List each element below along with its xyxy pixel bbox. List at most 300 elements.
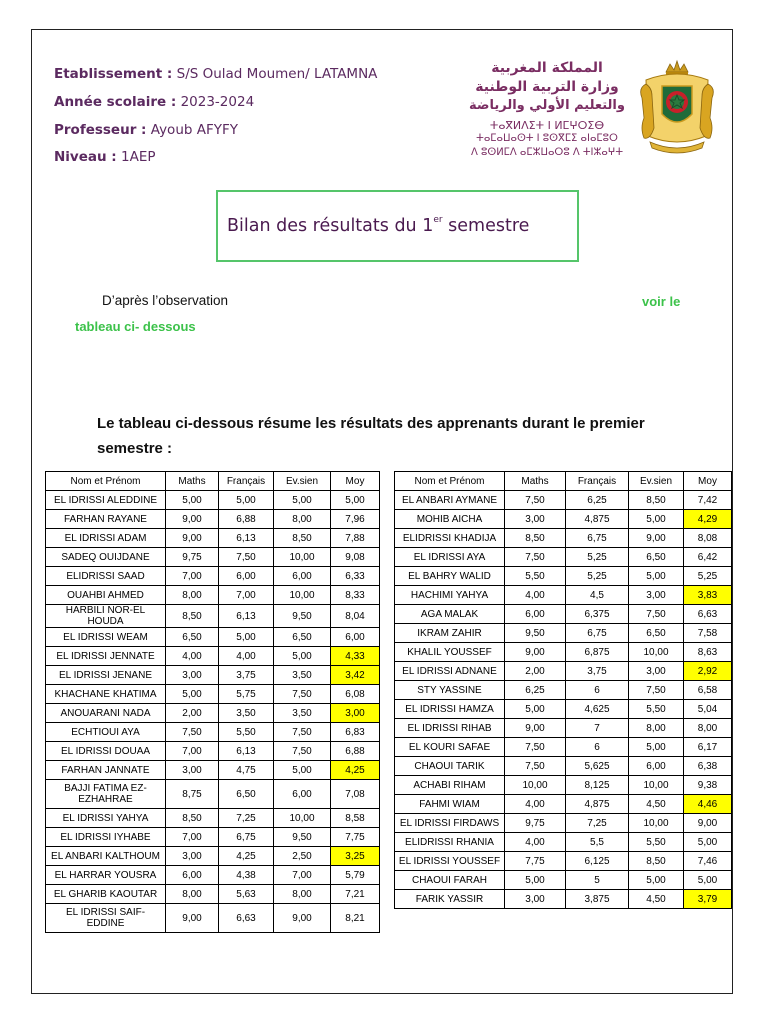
evsien-cell: 5,00 [629,738,684,757]
maths-cell: 9,00 [505,719,566,738]
francais-cell: 3,875 [566,890,629,909]
francais-cell: 5,50 [219,723,274,742]
moyenne-cell: 8,21 [331,904,380,933]
maths-cell: 8,50 [166,809,219,828]
student-name-cell: EL IDRISSI AYA [395,548,505,567]
professeur-value: Ayoub AFYFY [150,122,238,138]
evsien-cell: 4,50 [629,795,684,814]
column-header: Français [566,472,629,491]
table-row [395,814,732,833]
francais-cell: 4,38 [219,866,274,885]
evsien-cell: 3,00 [629,586,684,605]
moyenne-cell: 3,00 [331,704,380,723]
moyenne-cell: 6,58 [684,681,732,700]
student-name-cell: FAHMI WIAM [395,795,505,814]
see-table-link-left[interactable]: tableau ci- dessous [75,319,196,334]
table-row [46,828,380,847]
student-name-cell: ELIDRISSI KHADIJA [395,529,505,548]
ministry-tifinagh-line1: ⵜⴰⴳⵍⴷⵉⵜ ⵏ ⵍⵎⵖⵔⵉⴱ [489,119,605,132]
evsien-cell: 5,00 [274,491,331,510]
moyenne-cell: 8,33 [331,586,380,605]
student-name-cell: ELIDRISSI RHANIA [395,833,505,852]
annee-line [54,94,254,110]
table-row [46,904,380,933]
evsien-cell: 2,50 [274,847,331,866]
student-name-cell: OUAHBI AHMED [46,586,166,605]
moyenne-cell: 6,88 [331,742,380,761]
table-row [46,780,380,809]
moyenne-cell: 8,63 [684,643,732,662]
ministry-arabic-line3: والتعليم الأولي والرياضة [469,98,625,113]
francais-cell: 6,75 [566,529,629,548]
moyenne-cell: 5,00 [331,491,380,510]
table-row [395,567,732,586]
maths-cell: 6,00 [166,866,219,885]
professeur-label: Professeur : [54,122,147,138]
maths-cell: 3,00 [166,666,219,685]
maths-cell: 7,75 [505,852,566,871]
table-row [395,871,732,890]
moyenne-cell: 7,96 [331,510,380,529]
francais-cell: 6,13 [219,529,274,548]
francais-cell: 6,63 [219,904,274,933]
evsien-cell: 10,00 [274,809,331,828]
francais-cell: 5,00 [219,628,274,647]
maths-cell: 10,00 [505,776,566,795]
maths-cell: 2,00 [505,662,566,681]
francais-cell: 8,125 [566,776,629,795]
student-name-cell: EL BAHRY WALID [395,567,505,586]
student-name-cell: IKRAM ZAHIR [395,624,505,643]
etablissement-value: S/S Oulad Moumen/ LATAMNA [176,66,378,82]
francais-cell: 6 [566,681,629,700]
column-header: Maths [166,472,219,491]
evsien-cell: 9,50 [274,605,331,628]
annee-value: 2023-2024 [180,94,255,110]
moyenne-cell: 4,46 [684,795,732,814]
maths-cell: 3,00 [505,890,566,909]
student-name-cell: EL IDRISSI JENANE [46,666,166,685]
evsien-cell: 5,00 [629,871,684,890]
moyenne-cell: 9,00 [684,814,732,833]
column-header: Moy [331,472,380,491]
moyenne-cell: 7,21 [331,885,380,904]
student-name-cell: EL IDRISSI ADAM [46,529,166,548]
student-name-cell: EL KOURI SAFAE [395,738,505,757]
evsien-cell: 6,00 [629,757,684,776]
moyenne-cell: 6,08 [331,685,380,704]
table-row [46,742,380,761]
student-name-cell: ACHABI RIHAM [395,776,505,795]
student-name-cell: BAJJI FATIMA EZ-EZHAHRAE [46,780,166,809]
etablissement-line [54,66,377,82]
professeur-line [54,122,238,138]
francais-cell: 6,13 [219,742,274,761]
student-name-cell: EL ANBARI AYMANE [395,491,505,510]
francais-cell: 6,50 [219,780,274,809]
evsien-cell: 3,50 [274,666,331,685]
moyenne-cell: 5,25 [684,567,732,586]
table-row [46,866,380,885]
moyenne-cell: 6,33 [331,567,380,586]
maths-cell: 7,00 [166,828,219,847]
moyenne-cell: 4,33 [331,647,380,666]
ministry-arabic-line1: المملكة المغربية [491,60,603,76]
evsien-cell: 8,00 [629,719,684,738]
maths-cell: 9,75 [166,548,219,567]
moyenne-cell: 7,58 [684,624,732,643]
student-name-cell: ELIDRISSI SAAD [46,567,166,586]
maths-cell: 5,50 [505,567,566,586]
moyenne-cell: 8,00 [684,719,732,738]
maths-cell: 8,50 [166,605,219,628]
student-name-cell: FARHAN RAYANE [46,510,166,529]
francais-cell: 6 [566,738,629,757]
table-row [46,847,380,866]
maths-cell: 5,00 [505,700,566,719]
evsien-cell: 9,00 [629,529,684,548]
evsien-cell: 10,00 [629,643,684,662]
annee-label: Année scolaire : [54,94,177,110]
moyenne-cell: 3,25 [331,847,380,866]
table-row [46,761,380,780]
table-row [46,567,380,586]
maths-cell: 5,00 [166,491,219,510]
maths-cell: 6,50 [166,628,219,647]
moyenne-cell: 2,92 [684,662,732,681]
table-row [395,529,732,548]
francais-cell: 7,25 [566,814,629,833]
coat-of-arms-logo [636,58,718,158]
evsien-cell: 7,50 [274,723,331,742]
francais-cell: 6,75 [219,828,274,847]
table-row [46,628,380,647]
student-name-cell: MOHIB AICHA [395,510,505,529]
table-row [395,624,732,643]
evsien-cell: 7,50 [629,681,684,700]
moyenne-cell: 5,04 [684,700,732,719]
table-row [46,666,380,685]
evsien-cell: 5,50 [629,700,684,719]
moyenne-cell: 6,42 [684,548,732,567]
maths-cell: 4,00 [505,833,566,852]
moyenne-cell: 9,38 [684,776,732,795]
maths-cell: 3,00 [505,510,566,529]
moyenne-cell: 5,79 [331,866,380,885]
student-name-cell: HARBILI NOR-EL HOUDA [46,605,166,628]
ministry-tifinagh-line2: ⵜⴰⵎⴰⵡⴰⵙⵜ ⵏ ⵓⵙⴳⵎⵉ ⴰⵏⴰⵎⵓⵔ [476,133,618,144]
student-name-cell: CHAOUI TARIK [395,757,505,776]
table-row [46,586,380,605]
maths-cell: 8,50 [505,529,566,548]
see-table-link-right[interactable]: voir le [642,294,681,309]
francais-cell: 5,625 [566,757,629,776]
maths-cell: 7,50 [505,491,566,510]
table-row [46,491,380,510]
moyenne-cell: 6,17 [684,738,732,757]
results-table-right [394,471,732,909]
maths-cell: 9,00 [505,643,566,662]
page-title [227,216,529,236]
student-name-cell: EL HARRAR YOUSRA [46,866,166,885]
table-row [395,643,732,662]
observation-text: D’après l’observation [102,293,229,308]
evsien-cell: 6,50 [629,624,684,643]
table-row [395,795,732,814]
student-name-cell: AGA MALAK [395,605,505,624]
title-superscript: er [433,215,443,226]
moyenne-cell: 3,42 [331,666,380,685]
francais-cell: 4,75 [219,761,274,780]
maths-cell: 5,00 [166,685,219,704]
evsien-cell: 8,50 [629,491,684,510]
maths-cell: 3,00 [166,761,219,780]
moyenne-cell: 7,88 [331,529,380,548]
moyenne-cell: 5,00 [684,833,732,852]
table-row [395,757,732,776]
francais-cell: 5,63 [219,885,274,904]
francais-cell: 4,00 [219,647,274,666]
maths-cell: 7,00 [166,567,219,586]
results-table-left [45,471,380,933]
student-name-cell: EL IDRISSI FIRDAWS [395,814,505,833]
table-row [46,809,380,828]
student-name-cell: FARHAN JANNATE [46,761,166,780]
student-name-cell: HACHIMI YAHYA [395,586,505,605]
maths-cell: 4,00 [505,795,566,814]
student-name-cell: EL IDRISSI ALEDDINE [46,491,166,510]
table-row [395,719,732,738]
student-name-cell: EL IDRISSI RIHAB [395,719,505,738]
maths-cell: 7,50 [505,548,566,567]
francais-cell: 5,25 [566,567,629,586]
francais-cell: 3,75 [566,662,629,681]
francais-cell: 4,625 [566,700,629,719]
evsien-cell: 6,50 [274,628,331,647]
maths-cell: 9,00 [166,529,219,548]
maths-cell: 8,75 [166,780,219,809]
student-name-cell: ECHTIOUI AYA [46,723,166,742]
maths-cell: 8,00 [166,586,219,605]
francais-cell: 7,50 [219,548,274,567]
francais-cell: 6,00 [219,567,274,586]
student-name-cell: ANOUARANI NADA [46,704,166,723]
moyenne-cell: 8,58 [331,809,380,828]
moyenne-cell: 7,46 [684,852,732,871]
ministry-arabic-line2: وزارة التربية الوطنية [475,79,619,95]
francais-cell: 7 [566,719,629,738]
evsien-cell: 5,00 [274,761,331,780]
francais-cell: 4,25 [219,847,274,866]
francais-cell: 7,25 [219,809,274,828]
student-name-cell: STY YASSINE [395,681,505,700]
table-row [46,548,380,567]
maths-cell: 9,75 [505,814,566,833]
maths-cell: 9,50 [505,624,566,643]
niveau-line [54,149,156,165]
evsien-cell: 9,00 [274,904,331,933]
francais-cell: 5,25 [566,548,629,567]
evsien-cell: 10,00 [274,586,331,605]
evsien-cell: 5,00 [274,647,331,666]
evsien-cell: 10,00 [629,776,684,795]
evsien-cell: 7,50 [274,685,331,704]
moyenne-cell: 6,38 [684,757,732,776]
moyenne-cell: 5,00 [684,871,732,890]
table-row [395,852,732,871]
maths-cell: 4,00 [166,647,219,666]
evsien-cell: 7,50 [629,605,684,624]
francais-cell: 5,5 [566,833,629,852]
francais-cell: 6,375 [566,605,629,624]
student-name-cell: EL IDRISSI YAHYA [46,809,166,828]
student-name-cell: EL IDRISSI JENNATE [46,647,166,666]
student-name-cell: EL IDRISSI SAIF-EDDINE [46,904,166,933]
table-row [395,491,732,510]
table-row [46,647,380,666]
francais-cell: 3,50 [219,704,274,723]
francais-cell: 4,5 [566,586,629,605]
table-row [395,605,732,624]
francais-cell: 6,13 [219,605,274,628]
title-main: Bilan des résultats du 1 [227,216,434,236]
evsien-cell: 10,00 [629,814,684,833]
table-row [395,700,732,719]
francais-cell: 6,88 [219,510,274,529]
table-row [46,510,380,529]
maths-cell: 5,00 [505,871,566,890]
student-name-cell: FARIK YASSIR [395,890,505,909]
table-row [395,662,732,681]
evsien-cell: 3,00 [629,662,684,681]
evsien-cell: 7,50 [274,742,331,761]
evsien-cell: 5,00 [629,567,684,586]
evsien-cell: 7,00 [274,866,331,885]
maths-cell: 9,00 [166,904,219,933]
column-header: Maths [505,472,566,491]
maths-cell: 3,00 [166,847,219,866]
table-row [46,529,380,548]
francais-cell: 6,75 [566,624,629,643]
student-name-cell: EL IDRISSI HAMZA [395,700,505,719]
francais-cell: 6,25 [566,491,629,510]
maths-cell: 2,00 [166,704,219,723]
table-row [395,586,732,605]
maths-cell: 7,00 [166,742,219,761]
maths-cell: 7,50 [505,757,566,776]
student-name-cell: CHAOUI FARAH [395,871,505,890]
moyenne-cell: 6,63 [684,605,732,624]
table-row [395,510,732,529]
maths-cell: 7,50 [166,723,219,742]
table-row [395,548,732,567]
student-name-cell: KHALIL YOUSSEF [395,643,505,662]
evsien-cell: 8,00 [274,510,331,529]
moyenne-cell: 9,08 [331,548,380,567]
maths-cell: 7,50 [505,738,566,757]
table-row [395,833,732,852]
francais-cell: 3,75 [219,666,274,685]
student-name-cell: EL IDRISSI IYHABE [46,828,166,847]
table-row [395,776,732,795]
evsien-cell: 8,00 [274,885,331,904]
student-name-cell: EL IDRISSI YOUSSEF [395,852,505,871]
moyenne-cell: 7,75 [331,828,380,847]
table-row [46,704,380,723]
student-name-cell: EL IDRISSI DOUAA [46,742,166,761]
evsien-cell: 6,00 [274,567,331,586]
maths-cell: 8,00 [166,885,219,904]
title-end: semestre [442,216,530,236]
table-row [46,885,380,904]
moyenne-cell: 4,29 [684,510,732,529]
evsien-cell: 9,50 [274,828,331,847]
moyenne-cell: 7,08 [331,780,380,809]
etablissement-label: Etablissement : [54,66,173,82]
table-header-row [46,472,380,491]
francais-cell: 5,75 [219,685,274,704]
student-name-cell: EL GHARIB KAOUTAR [46,885,166,904]
column-header: Ev.sien [274,472,331,491]
table-header-row [395,472,732,491]
student-name-cell: KHACHANE KHATIMA [46,685,166,704]
francais-cell: 5 [566,871,629,890]
table-row [46,723,380,742]
evsien-cell: 4,50 [629,890,684,909]
moyenne-cell: 4,25 [331,761,380,780]
niveau-value: 1AEP [121,149,156,165]
lead-text: Le tableau ci-dessous résume les résultats des apprenants durant le premier semestre : [97,415,645,457]
moyenne-cell: 8,04 [331,605,380,628]
table-row [46,685,380,704]
moyenne-cell: 7,42 [684,491,732,510]
maths-cell: 4,00 [505,586,566,605]
evsien-cell: 5,00 [629,510,684,529]
moyenne-cell: 3,83 [684,586,732,605]
maths-cell: 6,00 [505,605,566,624]
column-header: Ev.sien [629,472,684,491]
francais-cell: 7,00 [219,586,274,605]
ministry-tifinagh-line3: ⴷ ⵓⵙⵍⵎⴷ ⴰⵎⵣⵡⴰⵔⵓ ⴷ ⵜⵏⵣⴰⵖⵜ [470,147,624,158]
francais-cell: 5,00 [219,491,274,510]
evsien-cell: 8,50 [274,529,331,548]
evsien-cell: 10,00 [274,548,331,567]
student-name-cell: SADEQ OUIJDANE [46,548,166,567]
student-name-cell: EL IDRISSI ADNANE [395,662,505,681]
table-row [46,605,380,628]
moyenne-cell: 3,79 [684,890,732,909]
evsien-cell: 3,50 [274,704,331,723]
moyenne-cell: 8,08 [684,529,732,548]
francais-cell: 6,875 [566,643,629,662]
column-header: Français [219,472,274,491]
moyenne-cell: 6,00 [331,628,380,647]
table-row [395,738,732,757]
francais-cell: 4,875 [566,795,629,814]
francais-cell: 4,875 [566,510,629,529]
column-header: Moy [684,472,732,491]
column-header: Nom et Prénom [395,472,505,491]
evsien-cell: 5,50 [629,833,684,852]
evsien-cell: 6,50 [629,548,684,567]
maths-cell: 6,25 [505,681,566,700]
niveau-label: Niveau : [54,149,117,165]
table-row [395,890,732,909]
evsien-cell: 6,00 [274,780,331,809]
evsien-cell: 8,50 [629,852,684,871]
moyenne-cell: 6,83 [331,723,380,742]
column-header: Nom et Prénom [46,472,166,491]
